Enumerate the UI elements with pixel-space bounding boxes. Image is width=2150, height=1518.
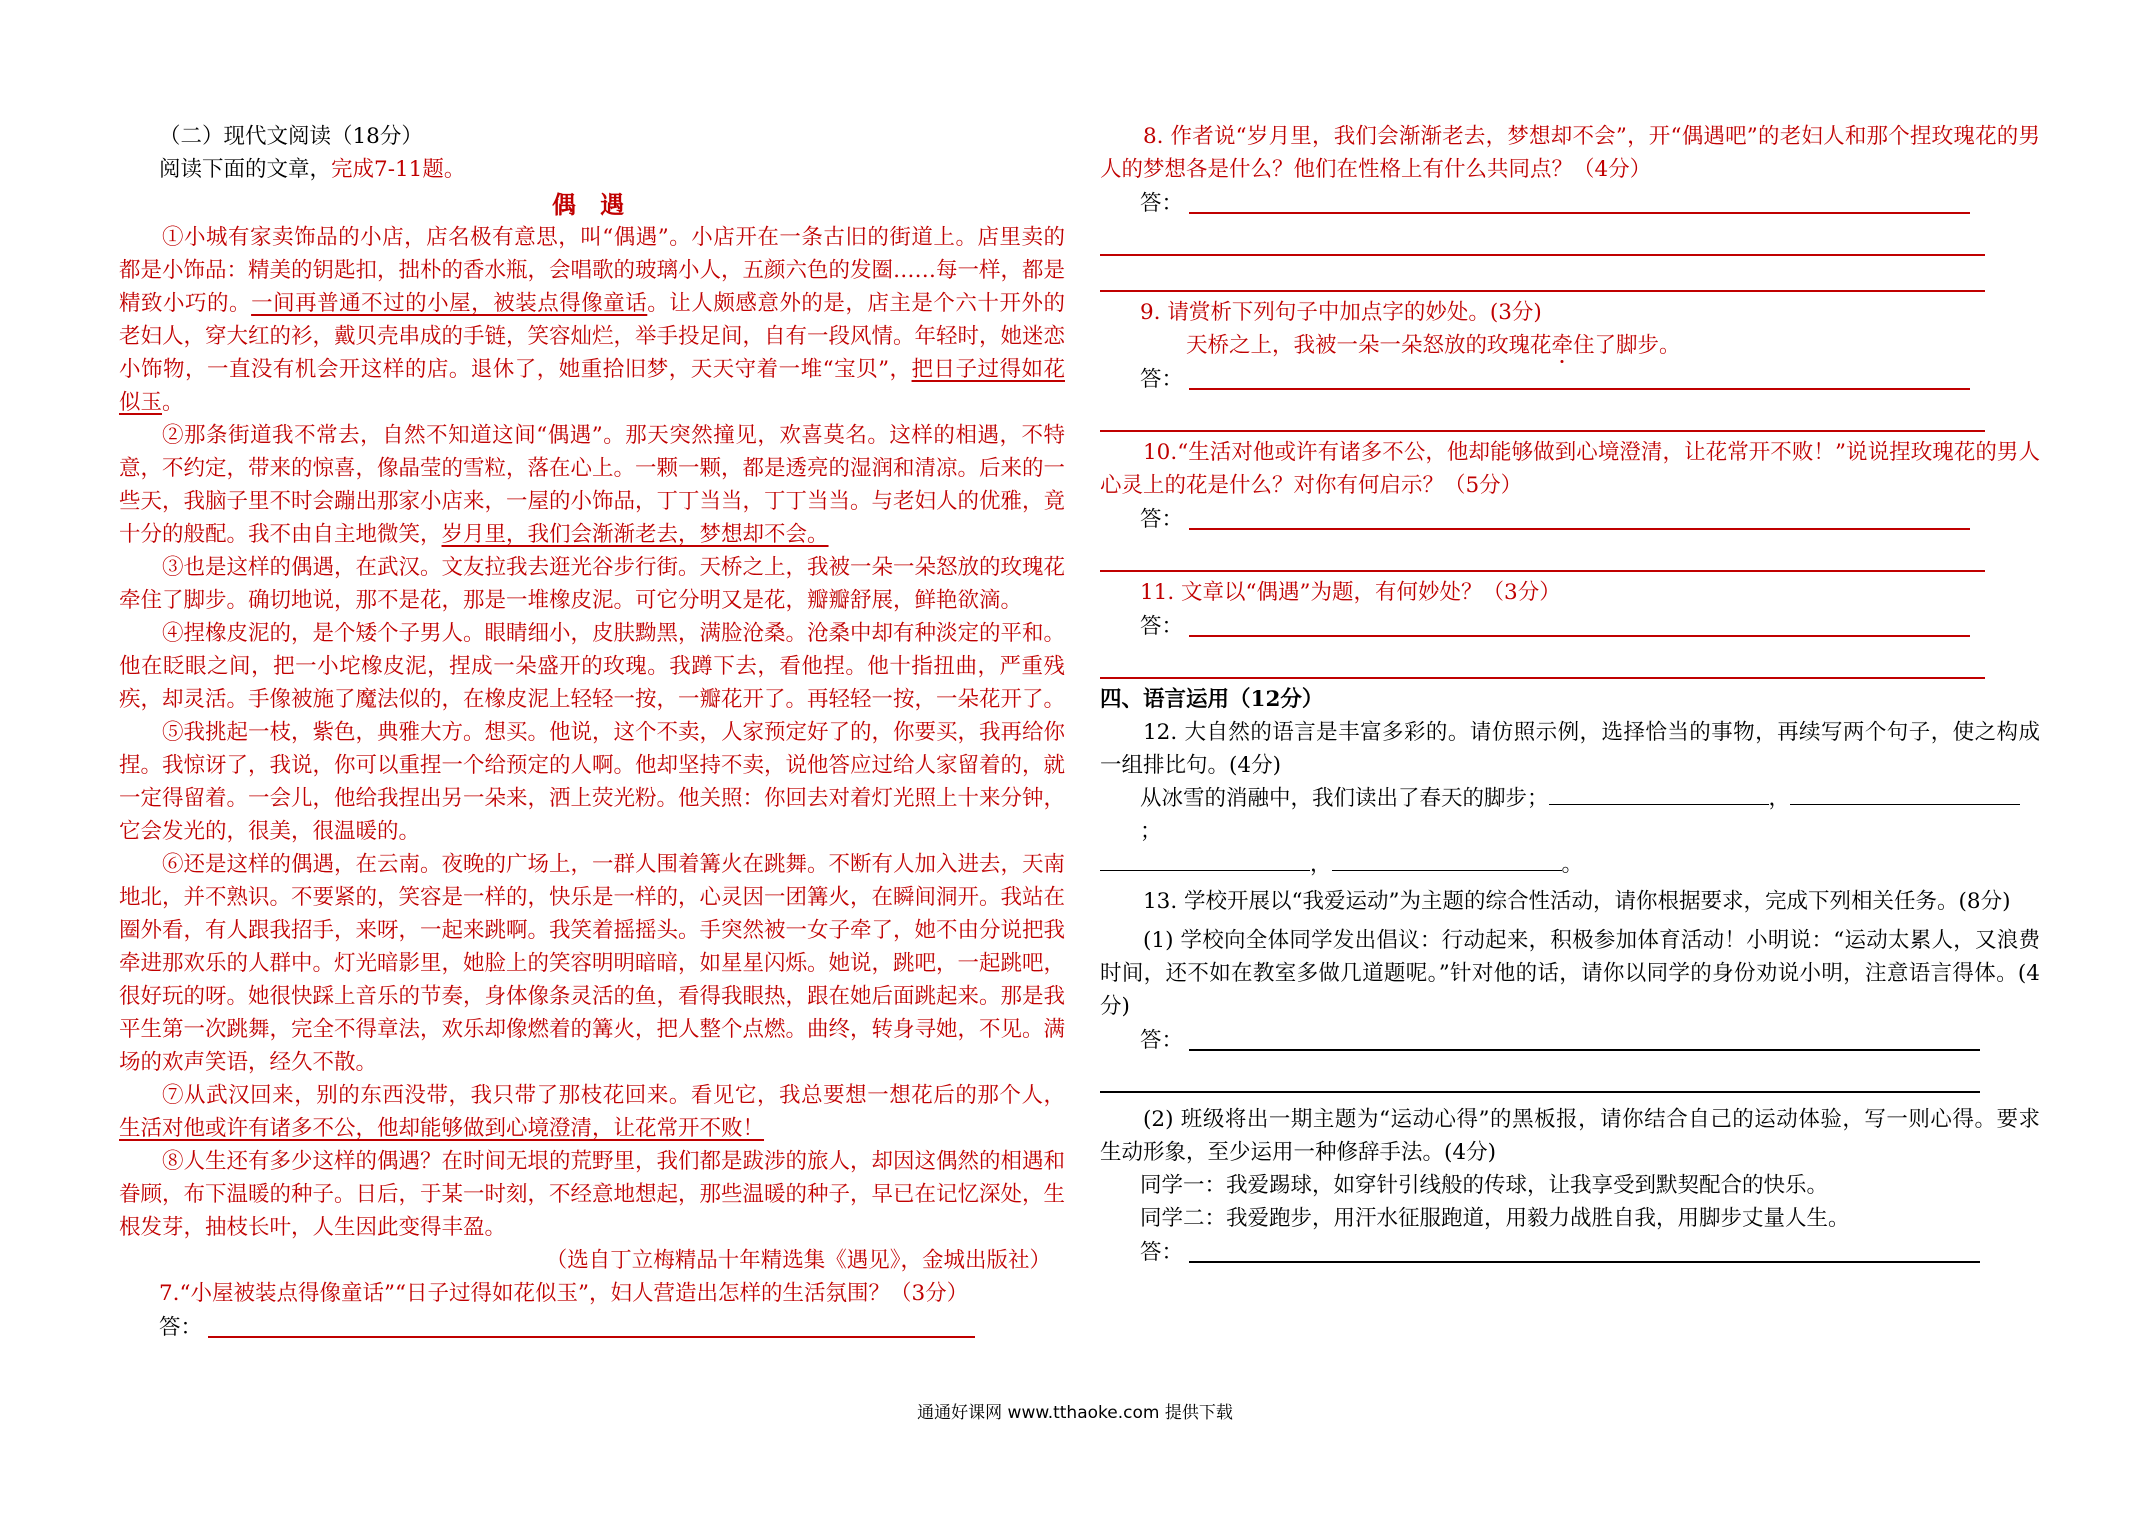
answer-line-10b[interactable] bbox=[1100, 536, 1985, 572]
dotted-character: 牵 bbox=[1551, 333, 1574, 358]
question-9-sentence: 天桥之上，我被一朵一朵怒放的玫瑰花牵住了脚步。 bbox=[1186, 333, 1681, 358]
answer-line-7[interactable]: 答： bbox=[119, 1310, 975, 1344]
paragraph-7: ⑦从武汉回来，别的东西没带，我只带了那枝花回来。看见它，我总要想一想花后的那个人，生活对他或许有诸多不公，他却能够做到心境澄清，让花常开不败！ bbox=[119, 1083, 1065, 1141]
answer-line-13-1[interactable]: 答： bbox=[1100, 1023, 1980, 1057]
question-7: 7.“小屋被装点得像童话”“日子过得如花似玉”，妇人营造出怎样的生活氛围？（3分） bbox=[159, 1281, 969, 1306]
answer-line-8c[interactable] bbox=[1100, 256, 1985, 292]
paragraph-4: ④捏橡皮泥的，是个矮个子男人。眼睛细小，皮肤黝黑，满脸沧桑。沧桑中却有种淡定的平和。他在眨眼之间，把一小坨橡皮泥，捏成一朵盛开的玫瑰。我蹲下去，看他捏。他十指扭曲，严重残疾，却灵活。手像被施了魔法似的，在橡皮泥上轻轻一按，一瓣花开了。再轻轻一按，一朵花开了。 bbox=[119, 621, 1066, 712]
paragraph-8: ⑧人生还有多少这样的偶遇？在时间无垠的荒野里，我们都是跋涉的旅人，却因这偶然的相遇和眷顾，布下温暖的种子。日后，于某一时刻，不经意地想起，那些温暖的种子，早已在记忆深处，生根发芽，抽枝长叶，人生因此变得丰盈。 bbox=[119, 1149, 1066, 1240]
answer-line-8b[interactable] bbox=[1100, 220, 1985, 256]
answer-line-11b[interactable] bbox=[1100, 643, 1985, 679]
underlined-sentence-4: 生活对他或许有诸多不公，他却能够做到心境澄清，让花常开不败！ bbox=[119, 1116, 765, 1141]
section-heading: （二）现代文阅读（18分） bbox=[159, 124, 423, 149]
paragraph-6: ⑥还是这样的偶遇，在云南。夜晚的广场上，一群人围着篝火在跳舞。不断有人加入进去，天南地北，并不熟识。不要紧的，笑容是一样的，快乐是一样的，心灵因一团篝火，在瞬间洞开。我站在圈外看，有人跟我招手，来呀，一起来跳啊。我笑着摇摇头。手突然被一女子牵了，她不由分说把我牵进那欢乐的人群中。灯光暗影里，她脸上的笑容明明暗暗，如星星闪烁。她说，跳吧，一起跳吧，很好玩的呀。她很快踩上音乐的节奏，身体像条灵活的鱼，看得我眼热，跟在她后面跳起来。那是我平生第一次跳舞，完全不得章法，欢乐却像燃着的篝火，把人整个点燃。曲终，转身寻她，不见。满场的欢声笑语，经久不散。 bbox=[119, 852, 1066, 1075]
paragraph-5: ⑤我挑起一枝，紫色，典雅大方。想买。他说，这个不卖，人家预定好了的，你要买，我再给你捏。我惊讶了，我说，你可以重捏一个给预定的人啊。他却坚持不卖，说他答应过给人家留着的，就一定得留着。一会儿，他给我捏出另一朵来，洒上荧光粉。他关照：你回去对着灯光照上十来分钟，它会发光的，很美，很温暖的。 bbox=[119, 720, 1066, 844]
question-12: 12. 大自然的语言是丰富多彩的。请仿照示例，选择恰当的事物，再续写两个句子，使之构成一组排比句。(4分) bbox=[1100, 720, 2040, 778]
answer-line-10[interactable]: 答： bbox=[1100, 502, 1970, 536]
answer-line-13-1b[interactable] bbox=[1100, 1057, 1980, 1093]
answer-line-9b[interactable] bbox=[1100, 396, 1985, 432]
underlined-sentence-2: 把日子过得如花似玉 bbox=[119, 357, 1065, 415]
paragraph-2: ②那条街道我不常去，自然不知道这间“偶遇”。那天突然撞见，欢喜莫名。这样的相遇，不特意，不约定，带来的惊喜，像晶莹的雪粒，落在心上。一颗一颗，都是透亮的湿润和清凉。后来的一些天，我脑子里不时会蹦出那家小店来，一屋的小饰品，丁丁当当，丁丁当当。与老妇人的优雅，竟十分的般配。我不由自主地微笑，岁月里，我们会渐渐老去，梦想却不会。 bbox=[119, 423, 1066, 547]
paragraph-1: ①小城有家卖饰品的小店，店名极有意思，叫“偶遇”。小店开在一条古旧的街道上。店里卖的都是小饰品：精美的钥匙扣，拙朴的香水瓶，会唱歌的玻璃小人，五颜六色的发圈……每一样，都是精致小巧的。一间再普通不过的小屋，被装点得像童话。让人颇感意外的是，店主是个六十开外的老妇人，穿大红的衫，戴贝壳串成的手链，笑容灿烂，举手投足间，自有一段风情。年轻时，她迷恋小饰物，一直没有机会开这样的店。退休了，她重拾旧梦，天天守着一堆“宝贝”，把日子过得如花似玉。 bbox=[119, 225, 1066, 415]
question-12-example: 从冰雪的消融中，我们读出了春天的脚步； ，； bbox=[1100, 782, 2040, 848]
section-4-heading: 四、语言运用（12分） bbox=[1100, 687, 1324, 712]
left-column bbox=[119, 120, 1065, 1344]
article-title: 偶 遇 bbox=[551, 190, 633, 219]
page-footer: 通通好课网 www.tthaoke.com 提供下载 bbox=[917, 1403, 1233, 1423]
question-13: 13. 学校开展以“我爱运动”为主题的综合性活动，请你根据要求，完成下列相关任务。(8分) bbox=[1143, 889, 2011, 914]
blank-1[interactable] bbox=[1549, 782, 1769, 805]
question-13-2: (2) 班级将出一期主题为“运动心得”的黑板报，请你结合自己的运动体验，写一则心得。要求生动形象，至少运用一种修辞手法。(4分) bbox=[1100, 1107, 2040, 1165]
article-source: （选自丁立梅精品十年精选集《遇见》，金城出版社） bbox=[545, 1248, 1051, 1273]
reading-instruction: 阅读下面的文章，完成7-11题。 bbox=[159, 157, 466, 182]
question-10: 10.“生活对他或许有诸多不公，他却能够做到心境澄清，让花常开不败！”说说捏玫瑰花的男人心灵上的花是什么？对你有何启示？（5分） bbox=[1100, 440, 2040, 498]
underlined-sentence-3: 岁月里，我们会渐渐老去，梦想却不会。 bbox=[441, 522, 829, 547]
paragraph-3: ③也是这样的偶遇，在武汉。文友拉我去逛光谷步行街。天桥之上，我被一朵一朵怒放的玫瑰花牵住了脚步。确切地说，那不是花，那是一堆橡皮泥。可它分明又是花，瓣瓣舒展，鲜艳欲滴。 bbox=[119, 555, 1066, 613]
right-column bbox=[1100, 120, 2040, 1269]
answer-line-8[interactable]: 答： bbox=[1100, 186, 1970, 220]
question-11: 11. 文章以“偶遇”为题，有何妙处？（3分） bbox=[1140, 580, 1561, 605]
question-13-2-sample-1: 同学一：我爱踢球，如穿针引线般的传球，让我享受到默契配合的快乐。 bbox=[1140, 1173, 1829, 1198]
blank-3[interactable] bbox=[1100, 848, 1310, 871]
question-12-blanks: ， 。 bbox=[1100, 848, 2040, 881]
answer-line-11[interactable]: 答： bbox=[1100, 609, 1970, 643]
answer-line-13-2[interactable]: 答： bbox=[1100, 1235, 1980, 1269]
blank-2[interactable] bbox=[1790, 782, 2020, 805]
question-13-1: (1) 学校向全体同学发出倡议：行动起来，积极参加体育活动！小明说：“运动太累人，又浪费时间，还不如在教室多做几道题呢。”针对他的话，请你以同学的身份劝说小明，注意语言得体。(4分) bbox=[1100, 928, 2040, 1019]
question-8: 8. 作者说“岁月里，我们会渐渐老去，梦想却不会”，开“偶遇吧”的老妇人和那个捏玫瑰花的男人的梦想各是什么？他们在性格上有什么共同点？（4分） bbox=[1100, 124, 2040, 182]
question-13-2-sample-2: 同学二：我爱跑步，用汗水征服跑道，用毅力战胜自我，用脚步丈量人生。 bbox=[1140, 1206, 1850, 1231]
question-9: 9. 请赏析下列句子中加点字的妙处。(3分) bbox=[1140, 300, 1542, 325]
blank-4[interactable] bbox=[1332, 848, 1562, 871]
underlined-sentence-1: 一间再普通不过的小屋，被装点得像童话 bbox=[251, 291, 648, 316]
article-body bbox=[119, 221, 1065, 1244]
answer-line-9[interactable]: 答： bbox=[1100, 362, 1970, 396]
